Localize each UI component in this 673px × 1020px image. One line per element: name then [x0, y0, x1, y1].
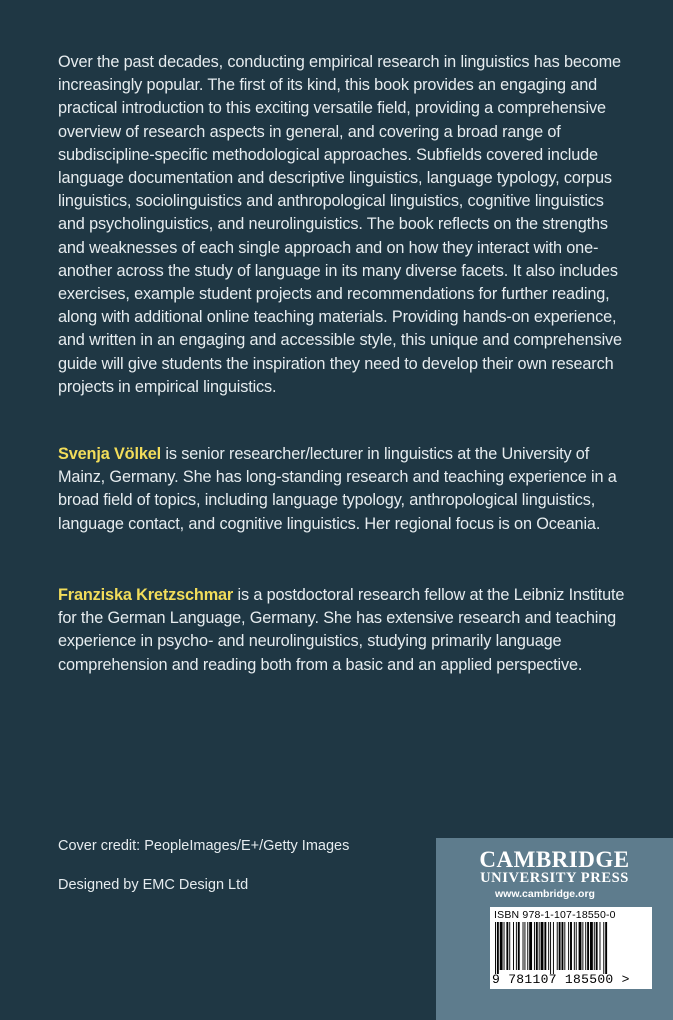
design-credit: Designed by EMC Design Ltd — [58, 877, 249, 893]
barcode-graphic — [494, 922, 648, 974]
barcode-bar — [534, 922, 535, 970]
barcode-bar — [594, 922, 595, 970]
barcode-bar — [524, 922, 525, 970]
barcode-bar — [500, 922, 503, 970]
barcode-bar — [562, 922, 564, 970]
barcode-bar — [574, 922, 575, 970]
author-bio-text-1: is senior researcher/lecturer in linguistics at the University of Mainz, Germany. She has long-standing research and teaching experience in a broad field of topics, including language typology, anthropological linguistics, language contact, and cognitive linguistics. Her regional focus is on Oceania. — [58, 445, 617, 533]
barcode-bar — [603, 922, 604, 974]
barcode-bar — [518, 922, 520, 970]
barcode-bar — [539, 922, 540, 970]
barcode-bar — [509, 922, 510, 970]
barcode-bar — [497, 922, 499, 974]
barcode-bar — [600, 922, 601, 970]
barcode-bar — [513, 922, 514, 970]
barcode-bar — [504, 922, 505, 970]
book-description: Over the past decades, conducting empirical research in linguistics has become increasingly popular. The first of its kind, this book provides an engaging and practical introduction to this exciting versatile field, providing a comprehensive overview of research aspects in general, and covering a broad range of subdiscipline-specific methodological approaches. Subfields covered include language documentation and descriptive linguistics, language typology, corpus linguistics, sociolinguistics and anthropological linguistics, cognitive linguistics and psycholinguistics, and neurolinguistics. The book reflects on the strengths and weaknesses of each single approach and on how they interact with one-another across the study of language in its many diverse facets. It also includes exercises, example student projects and recommendations for further reading, along with additional online teaching materials. Providing hands-on experience, and written in an engaging and accessible style, this unique and comprehensive guide will give students the inspiration they need to develop their own research projects in empirical linguistics. — [58, 53, 622, 396]
barcode-bar — [605, 922, 607, 974]
isbn-label: ISBN 978-1-107-18550-0 — [494, 909, 616, 921]
author-bio-text-2: is a postdoctoral research fellow at the Leibniz Institute for the German Language, Germany. She has extensive research and teaching experience in psycho- and neurolinguistics, studying primarily language comprehension and reading both from a basic and an applied perspective. — [58, 586, 625, 674]
author-name-2: Franziska Kretzschmar — [58, 586, 234, 604]
barcode-bar — [579, 922, 582, 970]
publisher-logo-subtitle: UNIVERSITY PRESS — [480, 870, 629, 886]
barcode-bar — [590, 922, 593, 970]
barcode-bar — [564, 922, 565, 970]
barcode-bar — [557, 922, 558, 970]
barcode-bar — [570, 922, 572, 970]
barcode-bar — [559, 922, 561, 970]
author-bio-2 — [58, 584, 628, 677]
barcode-bar — [506, 922, 508, 970]
barcode-bar — [523, 922, 524, 970]
publisher-url: www.cambridge.org — [495, 888, 595, 900]
barcode-bar — [553, 922, 554, 974]
barcode-bar — [585, 922, 586, 970]
barcode-bar — [529, 922, 532, 970]
barcode-bar — [568, 922, 569, 970]
barcode-bar — [541, 922, 544, 970]
publisher-logo-name: CAMBRIDGE — [479, 847, 630, 872]
cover-credit: Cover credit: PeopleImages/E+/Getty Images — [58, 838, 350, 854]
barcode-bar — [495, 922, 496, 974]
barcode-bar — [548, 922, 549, 970]
barcode-bar — [536, 922, 538, 970]
barcode-bar — [516, 922, 517, 970]
barcode-digits: 9 781107 185500 > — [492, 972, 630, 987]
author-bio-1 — [58, 443, 628, 536]
barcode-bar — [582, 922, 583, 970]
isbn-barcode-box — [490, 907, 652, 989]
barcode-bar — [544, 922, 546, 970]
barcode-bar — [527, 922, 528, 970]
barcode-bar — [596, 922, 598, 970]
author-name-1: Svenja Völkel — [58, 445, 162, 463]
barcode-bar — [587, 922, 589, 970]
barcode-bar — [550, 922, 551, 974]
barcode-bar — [576, 922, 577, 970]
